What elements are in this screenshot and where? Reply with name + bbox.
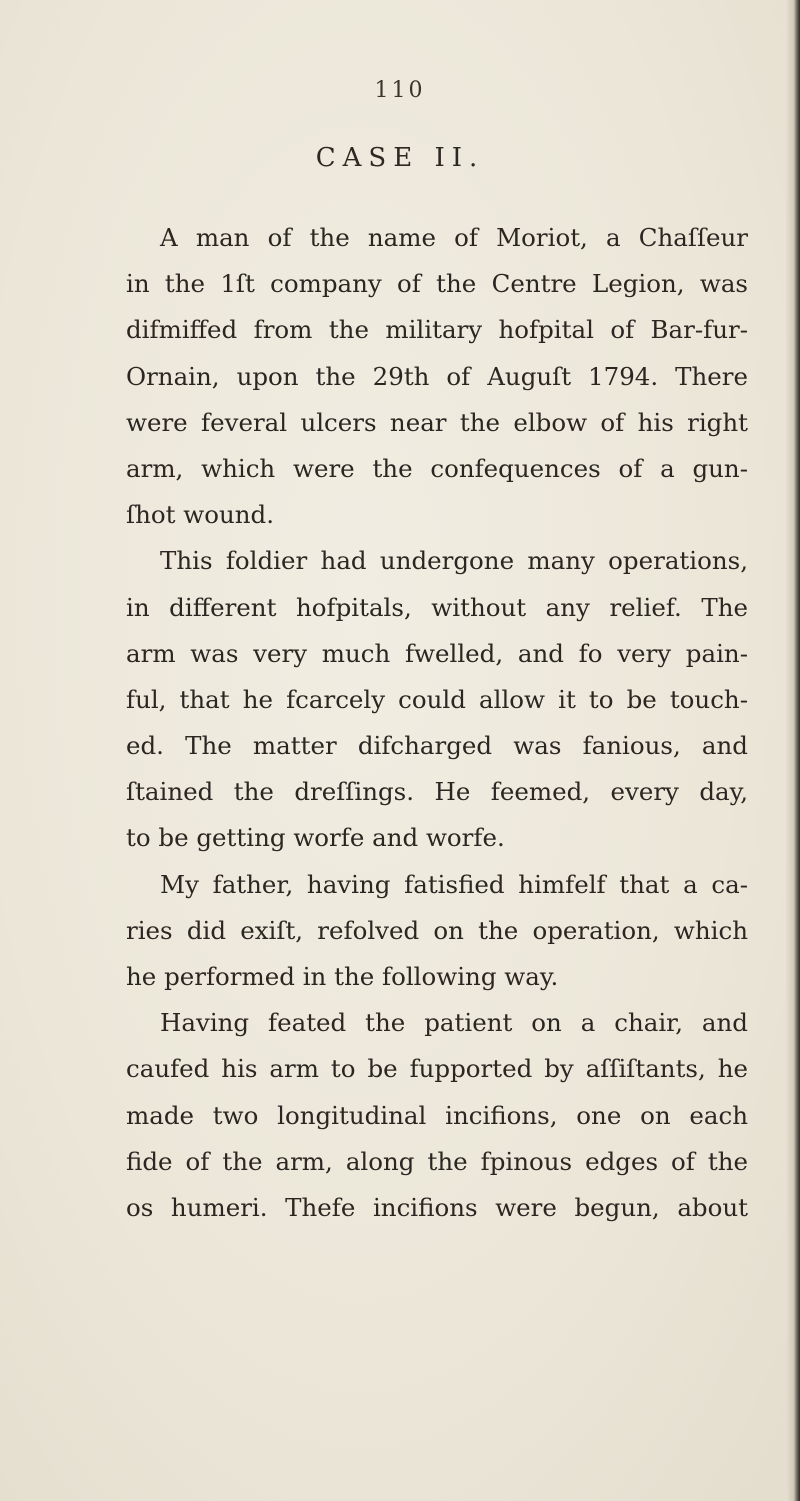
text-line: were feveral ulcers near the elbow of his right	[126, 407, 748, 437]
text-line: made two longitudinal incifions, one on each	[126, 1100, 748, 1130]
text-line: in the 1ſt company of the Centre Legion, was	[126, 269, 748, 299]
case-heading: CASE II.	[315, 143, 485, 173]
text-line: ries did exiſt, refolved on the operation, which	[126, 915, 748, 945]
text-line: Having feated the patient on a chair, and	[160, 1008, 748, 1038]
text-line: Ornain, upon the 29th of Auguſt 1794. There	[126, 361, 748, 391]
text-line: difmiffed from the military hofpital of Bar-fur-	[126, 315, 748, 345]
text-line: ed. The matter difcharged was fanious, and	[126, 731, 748, 761]
text-line: in different hofpitals, without any relief. The	[126, 592, 748, 622]
text-line: arm was very much fwelled, and fo very pain-	[126, 638, 748, 668]
text-line: A man of the name of Moriot, a Chaſſeur	[160, 223, 748, 252]
text-line: fide of the arm, along the fpinous edges of the	[126, 1146, 748, 1176]
text-line: My father, having fatisfied himfelf that a ca-	[160, 869, 748, 899]
page-edge-shadow	[786, 0, 800, 1501]
text-line: ſtained the dreſſings. He feemed, every day,	[126, 777, 748, 807]
text-line: arm, which were the confequences of a gun-	[126, 453, 748, 483]
body-text	[126, 215, 748, 1231]
text-line: ſhot wound.	[126, 500, 274, 530]
text-line: caufed his arm to be fupported by aſſiſtants, he	[126, 1054, 748, 1084]
text-line: ful, that he fcarcely could allow it to be touch-	[126, 684, 748, 714]
text-line: he performed in the following way.	[126, 962, 559, 991]
text-line: to be getting worfe and worfe.	[126, 823, 505, 853]
text-line: This foldier had undergone many operations,	[160, 546, 748, 576]
page-number: 110	[374, 78, 426, 103]
text-line: os humeri. Thefe incifions were begun, about	[126, 1192, 748, 1222]
